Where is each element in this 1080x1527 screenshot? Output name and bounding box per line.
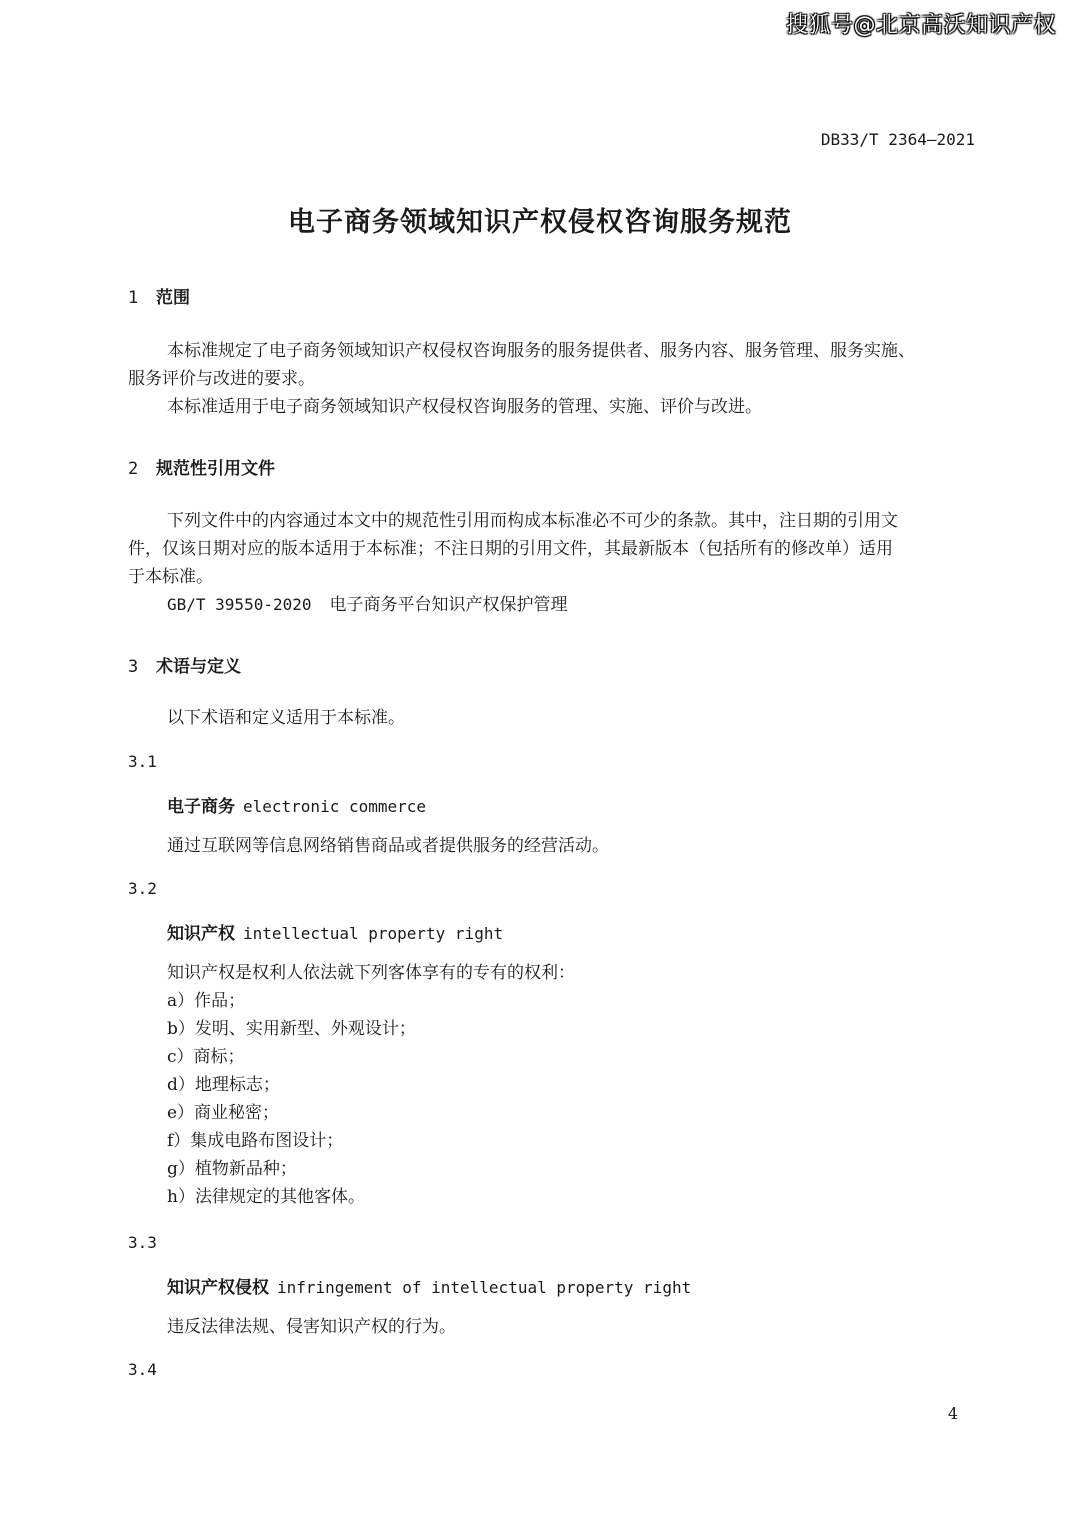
list-item: c）商标； bbox=[167, 1047, 245, 1067]
list-item: h）法律规定的其他客体。 bbox=[167, 1187, 365, 1207]
term-3-1 bbox=[167, 792, 426, 817]
s2-paragraph-line-1: 下列文件中的内容通过本文中的规范性引用而构成本标准必不可少的条款。其中，注日期的引用文 bbox=[167, 511, 898, 531]
reference-title: 电子商务平台知识产权保护管理 bbox=[329, 595, 568, 615]
term-3-2 bbox=[167, 919, 503, 944]
term-cn: 知识产权 bbox=[167, 924, 235, 944]
list-item: d）地理标志； bbox=[167, 1075, 280, 1095]
normative-reference bbox=[167, 591, 568, 619]
s3-intro: 以下术语和定义适用于本标准。 bbox=[167, 708, 405, 728]
term-3-3 bbox=[167, 1273, 691, 1298]
section-title: 术语与定义 bbox=[156, 657, 241, 677]
document-number: DB33/T 2364—2021 bbox=[820, 130, 975, 149]
term-3-4-number: 3.4 bbox=[128, 1360, 157, 1379]
term-3-2-definition: 知识产权是权利人依法就下列客体享有的专有的权利： bbox=[167, 963, 575, 983]
term-en: intellectual property right bbox=[243, 924, 504, 943]
section-3-heading bbox=[128, 652, 241, 677]
section-1-heading bbox=[128, 283, 190, 308]
s1-paragraph-1-line-2: 服务评价与改进的要求。 bbox=[128, 369, 315, 389]
section-title: 范围 bbox=[156, 288, 190, 308]
term-3-1-definition: 通过互联网等信息网络销售商品或者提供服务的经营活动。 bbox=[167, 836, 609, 856]
s1-paragraph-2: 本标准适用于电子商务领域知识产权侵权咨询服务的管理、实施、评价与改进。 bbox=[167, 397, 762, 417]
term-en: infringement of intellectual property right bbox=[277, 1278, 692, 1297]
s2-paragraph-line-2: 件，仅该日期对应的版本适用于本标准；不注日期的引用文件，其最新版本（包括所有的修改单）适用 bbox=[128, 539, 893, 559]
section-number: 2 bbox=[128, 459, 139, 479]
watermark: 搜狐号@北京高沃知识产权 bbox=[785, 13, 1056, 38]
section-2-heading bbox=[128, 454, 275, 479]
term-3-3-definition: 违反法律法规、侵害知识产权的行为。 bbox=[167, 1317, 456, 1337]
page-title: 电子商务领域知识产权侵权咨询服务规范 bbox=[288, 207, 792, 238]
term-3-3-number: 3.3 bbox=[128, 1233, 157, 1252]
list-item: f）集成电路布图设计； bbox=[167, 1131, 344, 1151]
section-number: 3 bbox=[128, 657, 139, 677]
list-item: b）发明、实用新型、外观设计； bbox=[167, 1019, 416, 1039]
term-3-1-number: 3.1 bbox=[128, 752, 157, 771]
term-3-2-number: 3.2 bbox=[128, 879, 157, 898]
term-en: electronic commerce bbox=[243, 797, 427, 816]
page-number: 4 bbox=[947, 1404, 958, 1423]
list-item: e）商业秘密； bbox=[167, 1103, 280, 1123]
s2-paragraph-line-3: 于本标准。 bbox=[128, 567, 213, 587]
list-item: a）作品； bbox=[167, 991, 246, 1011]
term-cn: 知识产权侵权 bbox=[167, 1278, 269, 1298]
list-item: g）植物新品种； bbox=[167, 1159, 297, 1179]
s1-paragraph-1-line-1: 本标准规定了电子商务领域知识产权侵权咨询服务的服务提供者、服务内容、服务管理、服务实施、 bbox=[167, 341, 915, 361]
reference-code: GB/T 39550-2020 bbox=[167, 595, 312, 614]
section-title: 规范性引用文件 bbox=[156, 459, 275, 479]
term-cn: 电子商务 bbox=[167, 797, 235, 817]
section-number: 1 bbox=[128, 288, 139, 308]
term-3-2-list bbox=[167, 987, 416, 1211]
